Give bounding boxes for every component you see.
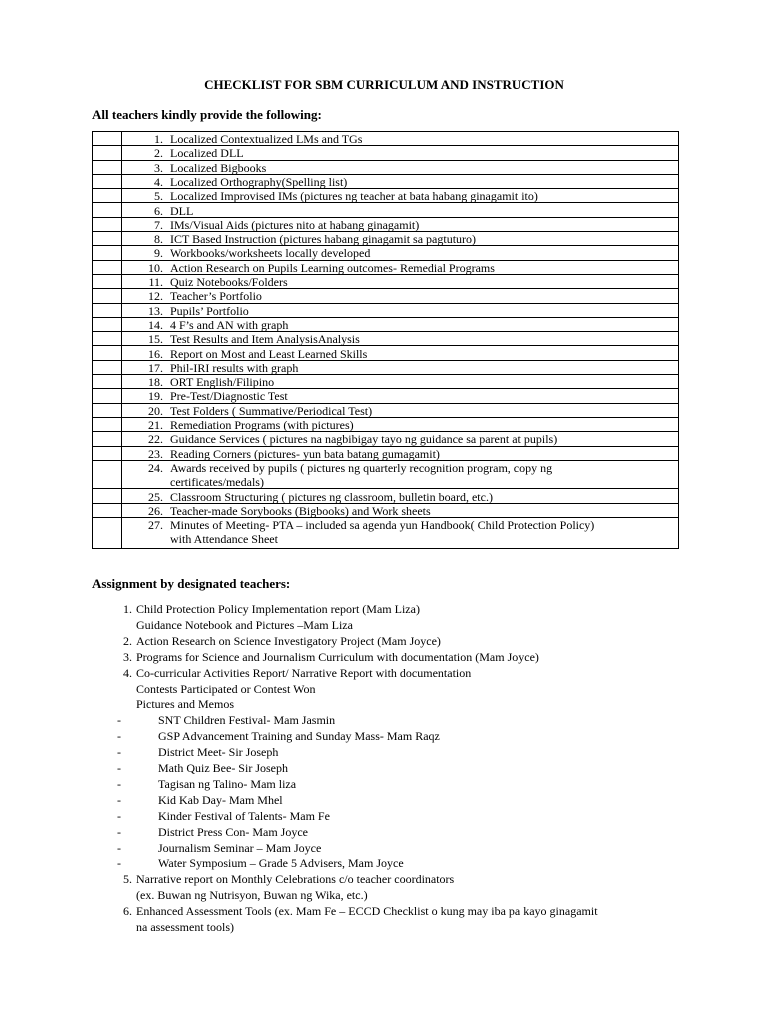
checklist-row-line: Reading Corners (pictures- yun bata batang gumagamit): [170, 446, 440, 461]
checklist-row-line: IMs/Visual Aids (pictures nito at habang ginagamit): [170, 217, 420, 232]
assignment-number: 5.: [123, 872, 132, 887]
assignment-item: na assessment tools): [136, 920, 234, 934]
dash-bullet: -: [117, 745, 121, 760]
checklist-row: [93, 518, 678, 547]
checklist-row: [93, 218, 678, 232]
dash-bullet: -: [117, 840, 121, 855]
checklist-row: [93, 389, 678, 403]
checklist-row: [93, 132, 678, 146]
checklist-row-number: 25.: [148, 489, 163, 504]
checklist-row-line: Classroom Structuring ( pictures ng classroom, bulletin board, etc.): [170, 489, 493, 504]
checklist-row-line: Phil-IRI results with graph: [170, 360, 299, 375]
checklist-row-text: [170, 204, 674, 218]
checklist-row-text: [170, 518, 674, 547]
checklist-row-number: 21.: [148, 418, 163, 432]
assignment-number: 4.: [123, 665, 132, 680]
dash-bullet: -: [117, 792, 121, 807]
checklist-row-number: 2.: [154, 146, 163, 161]
checklist-row-text: [170, 332, 674, 346]
checklist-row-text: [170, 246, 674, 260]
dash-bullet: -: [117, 808, 121, 823]
checklist-row: [93, 490, 678, 504]
checklist-row-line: Test Results and Item AnalysisAnalysis: [170, 332, 360, 347]
checklist-row-text: [170, 275, 674, 289]
checklist-row-text: [170, 318, 674, 332]
assignment-item: Narrative report on Monthly Celebrations c/o teacher coordinators: [136, 872, 455, 887]
checklist-row-text: [170, 218, 674, 232]
checklist-row-number: 24.: [148, 460, 163, 475]
checklist-row-line: Workbooks/worksheets locally developed: [170, 246, 371, 261]
checklist-row: [93, 361, 678, 375]
checklist-row-line: Remediation Programs (with pictures): [170, 418, 354, 432]
checklist-row-line: Teacher’s Portfolio: [170, 289, 262, 304]
checklist-row: [93, 447, 678, 461]
checklist-row-line: Pupils’ Portfolio: [170, 303, 249, 318]
checklist-row-line: with Attendance Sheet: [170, 532, 278, 547]
checklist-row-number: 3.: [154, 160, 163, 175]
checklist-row-number: 13.: [148, 303, 163, 318]
checklist-table: [92, 131, 679, 549]
checklist-row-text: [170, 146, 674, 160]
assignment-heading: Assignment by designated teachers:: [92, 576, 291, 591]
checklist-row-number: 19.: [148, 389, 163, 404]
checklist-row-line: Minutes of Meeting- PTA – included sa agenda yun Handbook( Child Protection Policy): [170, 518, 595, 533]
intro-heading: All teachers kindly provide the following:: [92, 107, 322, 122]
assignment-item: Pictures and Memos: [136, 697, 234, 712]
assignment-item: Action Research on Science Investigatory Project (Mam Joyce): [136, 633, 441, 648]
checklist-row: [93, 432, 678, 446]
checklist-row-line: Pre-Test/Diagnostic Test: [170, 389, 288, 404]
checklist-row-text: [170, 232, 674, 246]
checklist-row-number: 7.: [154, 217, 163, 232]
checklist-row-text: [170, 261, 674, 275]
checklist-row-text: [170, 361, 674, 375]
checklist-row-text: [170, 304, 674, 318]
checklist-row-line: 4 F’s and AN with graph: [170, 317, 289, 332]
checklist-row-number: 23.: [148, 446, 163, 461]
checklist-row-line: Localized Contextualized LMs and TGs: [170, 132, 363, 146]
checklist-row: [93, 204, 678, 218]
checklist-row-line: Localized Bigbooks: [170, 160, 267, 175]
checklist-row: [93, 504, 678, 518]
checklist-row-line: Awards received by pupils ( pictures ng quarterly recognition program, copy ng: [170, 460, 553, 475]
checklist-row: [93, 261, 678, 275]
checklist-row-text: [170, 132, 674, 146]
checklist-row: [93, 332, 678, 346]
checklist-row-line: Localized Orthography(Spelling list): [170, 174, 348, 189]
checklist-row-number: 6.: [154, 203, 163, 218]
assignment-item: (ex. Buwan ng Nutrisyon, Buwan ng Wika, etc.): [136, 888, 368, 903]
dash-bullet: -: [117, 729, 121, 744]
assignment-subitem: District Press Con- Mam Joyce: [158, 824, 308, 839]
checklist-row-text: [170, 375, 674, 389]
checklist-row-text: [170, 404, 674, 418]
checklist-row-line: ORT English/Filipino: [170, 375, 275, 390]
page-title: CHECKLIST FOR SBM CURRICULUM AND INSTRUCTION: [204, 77, 564, 92]
checklist-row-number: 18.: [148, 375, 163, 390]
checklist-row: [93, 246, 678, 260]
assignment-subitem: Kid Kab Day- Mam Mhel: [158, 792, 283, 807]
assignment-item: Contests Participated or Contest Won: [136, 681, 316, 696]
assignment-subitem: District Meet- Sir Joseph: [158, 745, 279, 760]
checklist-row-text: [170, 504, 674, 518]
assignment-item: Guidance Notebook and Pictures –Mam Liza: [136, 617, 353, 632]
checklist-row-number: 5.: [154, 189, 163, 204]
checklist-row-number: 22.: [148, 432, 163, 447]
assignment-subitem: Math Quiz Bee- Sir Joseph: [158, 761, 288, 775]
checklist-row-number: 14.: [148, 317, 163, 332]
checklist-row-text: [170, 447, 674, 461]
checklist-row-line: certificates/medals): [170, 475, 264, 490]
checklist-row: [93, 232, 678, 246]
checklist-row-number: 4.: [154, 174, 163, 189]
assignment-subitem: Water Symposium – Grade 5 Advisers, Mam Joyce: [158, 856, 404, 871]
assignment-subitem: Tagisan ng Talino- Mam liza: [158, 776, 297, 791]
checklist-row-number: 26.: [148, 503, 163, 518]
checklist-row-text: [170, 389, 674, 403]
assignment-item: Co-curricular Activities Report/ Narrative Report with documentation: [136, 665, 472, 680]
checklist-row: [93, 404, 678, 418]
checklist-row-number: 20.: [148, 403, 163, 418]
assignment-number: 6.: [123, 904, 132, 919]
checklist-row-line: DLL: [170, 203, 194, 218]
checklist-row-line: ICT Based Instruction (pictures habang ginagamit sa pagtuturo): [170, 232, 477, 247]
checklist-row-number: 16.: [148, 346, 163, 361]
checklist-row-line: Guidance Services ( pictures na nagbibigay tayo ng guidance sa parent at pupils): [170, 432, 558, 447]
checklist-row-number: 9.: [154, 246, 163, 261]
checklist-row-text: [170, 175, 674, 189]
checklist-row: [93, 161, 678, 175]
checklist-row-text: [170, 189, 674, 203]
checklist-row: [93, 189, 678, 203]
checklist-row-text: [170, 347, 674, 361]
assignment-subitem: GSP Advancement Training and Sunday Mass- Mam Raqz: [158, 729, 440, 744]
checklist-row: [93, 318, 678, 332]
assignment-subitem: Kinder Festival of Talents- Mam Fe: [158, 808, 330, 823]
checklist-row-text: [170, 432, 674, 446]
checklist-row-line: Report on Most and Least Learned Skills: [170, 346, 368, 361]
assignment-item: Enhanced Assessment Tools (ex. Mam Fe – ECCD Checklist o kung may iba pa kayo ginagamit: [136, 904, 598, 919]
dash-bullet: -: [117, 824, 121, 839]
checklist-row-number: 11.: [148, 275, 163, 289]
checklist-row-text: [170, 490, 674, 504]
assignment-number: 2.: [123, 633, 132, 648]
checklist-row-number: 8.: [154, 232, 163, 247]
checklist-row-number: 1.: [154, 132, 163, 146]
checklist-row: [93, 347, 678, 361]
assignment-subitem: Journalism Seminar – Mam Joyce: [158, 840, 322, 855]
checklist-row-text: [170, 461, 674, 490]
checklist-row-number: 27.: [148, 518, 163, 533]
checklist-row-text: [170, 418, 674, 432]
checklist-row-line: Localized Improvised IMs (pictures ng teacher at bata habang ginagamit ito): [170, 189, 538, 204]
checklist-row: [93, 418, 678, 432]
checklist-row-line: Teacher-made Sorybooks (Bigbooks) and Work sheets: [170, 503, 431, 518]
dash-bullet: -: [117, 713, 121, 728]
checklist-row: [93, 175, 678, 189]
checklist-row-text: [170, 161, 674, 175]
checklist-row-line: Localized DLL: [170, 146, 244, 161]
assignment-item: Programs for Science and Journalism Curriculum with documentation (Mam Joyce): [136, 649, 539, 664]
checklist-row: [93, 146, 678, 160]
checklist-row-line: Action Research on Pupils Learning outcomes- Remedial Programs: [170, 260, 495, 275]
assignment-number: 3.: [123, 649, 132, 664]
checklist-row-number: 10.: [148, 260, 163, 275]
dash-bullet: -: [117, 856, 121, 871]
checklist-row-number: 15.: [148, 332, 163, 347]
checklist-row-text: [170, 289, 674, 303]
checklist-row: [93, 275, 678, 289]
checklist-row: [93, 289, 678, 303]
dash-bullet: -: [117, 776, 121, 791]
checklist-row: [93, 461, 678, 490]
checklist-row-line: Test Folders ( Summative/Periodical Test): [170, 403, 373, 418]
assignment-number: 1.: [123, 602, 132, 616]
assignment-item: Child Protection Policy Implementation report (Mam Liza): [136, 602, 420, 616]
checklist-row: [93, 375, 678, 389]
checklist-row-line: Quiz Notebooks/Folders: [170, 275, 288, 289]
checklist-row: [93, 304, 678, 318]
checklist-row-number: 17.: [148, 360, 163, 375]
assignment-subitem: SNT Children Festival- Mam Jasmin: [158, 713, 336, 728]
checklist-row-number: 12.: [148, 289, 163, 304]
dash-bullet: -: [117, 761, 121, 775]
